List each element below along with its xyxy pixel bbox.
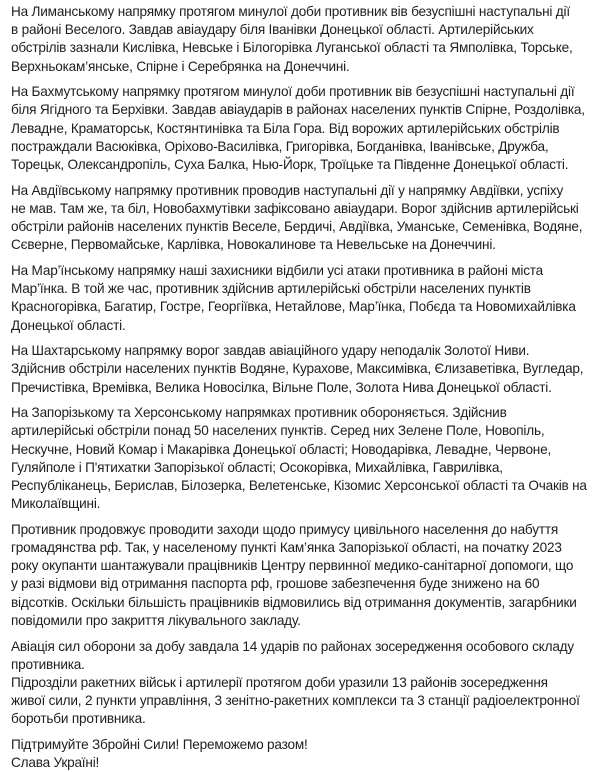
post-paragraph (11, 342, 606, 397)
paragraph-line: Республіканець, Берислав, Білозерка, Велетенське, Кізомис Херсонської області та Очаків на (11, 478, 587, 493)
paragraph-line: Пречистівка, Времівка, Велика Новосілка, Вільне Поле, Золота Нива Донецької області. (11, 379, 552, 395)
paragraph-line: обстрілів зазнали Кислівка, Невське і Білогорівка Луганської області та Ямполівка, Торське, (11, 40, 573, 56)
paragraph-line: На Шахтарському напрямку ворог завдав авіаційного удару неподалік Золотої Ниви. (11, 343, 530, 359)
paragraph-line: боротьби противника. (11, 711, 146, 727)
paragraph-line: Підтримуйте Збройні Сили! Переможемо разом! (11, 736, 308, 752)
paragraph-line: Донецької області. (11, 317, 126, 333)
paragraph-line: Мар’їнка. В той же час, противник здійснив артилерійські обстріли населених пунктів (11, 281, 531, 297)
paragraph-line: Підрозділи ракетних військ і артилерії протягом доби уразили 13 районів зосередження (11, 674, 548, 690)
paragraph-line: На Лиманському напрямку протягом минулої доби противник вів безуспішні наступальні дії (11, 4, 570, 19)
paragraph-line: Гуляйполе і П'ятихатки Запорізької області; Осокорівка, Михайлівка, Гаврилівка, (11, 459, 503, 475)
post-paragraph (11, 262, 606, 335)
paragraph-line: На Мар’їнському напрямку наші захисники відбили усі атаки противника в районі міста (11, 262, 544, 278)
paragraph-line: Авіація сил оборони за добу завдала 14 ударів по районах зосередження особового складу (11, 638, 575, 654)
paragraph-line: Красногорівка, Багатир, Гостре, Георгіївка, Нетайлове, Мар’їнка, Побєда та Новомихайлівка (11, 299, 576, 315)
paragraph-line: Здійснив обстріли населених пунктів Водяне, Курахове, Максимівка, Єлизаветівка, Вугледар, (11, 361, 584, 377)
paragraph-line: в районі Веселого. Завдав авіаудару біля Іванівки Донецької області. Артилерійських (11, 22, 534, 38)
paragraph-line: громадянства рф. Так, у населеному пункті Кам’янка Запорізької області, на початку 2023 (11, 540, 562, 556)
post-paragraph (11, 521, 606, 630)
paragraph-line: Верхньокам’янське, Спірне і Серебрянка на Донеччині. (11, 58, 350, 74)
paragraph-line: не мав. Там же, та біл, Новобахмутівки зафіксовано авіаудари. Ворог здійснив артилерійські (11, 200, 579, 216)
paragraph-line: Торецьк, Олександропіль, Суха Балка, Нью-Йорк, Троїцьке та Південне Донецької області. (11, 157, 569, 172)
paragraph-line: артилерійські обстріли понад 50 населених пунктів. Серед них Зелене Поле, Новопіль, (11, 423, 545, 439)
post-paragraph (11, 83, 606, 174)
paragraph-line: відсотків. Оскільки більшість працівників відмовились від отримання документів, загарбники (11, 594, 577, 610)
paragraph-line: Противник продовжує проводити заходи щодо примусу цивільного населення до набуття (11, 521, 559, 537)
paragraph-line: Миколаївщині. (11, 496, 101, 512)
paragraph-line: Нескучне, Новий Комар і Макарівка Донецької області; Новодарівка, Левадне, Червоне, (11, 441, 552, 457)
paragraph-line: біля Ягідного та Берхівки. Завдав авіаударів в районах населених пунктів Спірне, Роздолівка, (11, 102, 585, 118)
paragraph-line: На Авдіївському напрямку противник проводив наступальні дії у напрямку Авдіївки, успіху (11, 182, 564, 198)
paragraph-line: живої сили, 2 пункти управління, 3 зенітно-ракетних комплекси та 3 станції радіоелектронної (11, 693, 580, 709)
paragraph-line: Слава Україні! (11, 755, 100, 771)
paragraph-line: обстріли районів населених пунктів Веселе, Бердичі, Авдіївка, Уманське, Семенівка, Водяне, (11, 219, 583, 235)
paragraph-line: постраждали Васюківка, Оріхово-Василівка, Григорівка, Богданівка, Іванівське, Дружба, (11, 138, 549, 154)
post-paragraph (11, 3, 606, 76)
paragraph-line: На Бахмутському напрямку протягом минулої доби противник вів безуспішні наступальні дії (11, 84, 575, 100)
post-paragraph (11, 404, 606, 513)
paragraph-line: року окупанти шантажували працівників Центру первинної медико-санітарної допомоги, що (11, 558, 574, 574)
paragraph-line: повідомили про закриття лікувального закладу. (11, 612, 301, 628)
post-paragraph (11, 182, 606, 255)
paragraph-line: противника. (11, 656, 85, 672)
post-paragraph (11, 638, 606, 729)
paragraph-line: у разі відмови від отримання паспорта рф, грошове забезпечення буде знижено на 60 (11, 576, 540, 592)
paragraph-line: Сєверне, Первомайське, Карлівка, Новокалинове та Невельське на Донеччині. (11, 237, 496, 253)
post-paragraph (11, 736, 606, 772)
paragraph-line: На Запорізькому та Херсонському напрямках противник обороняється. Здійснив (11, 405, 507, 421)
paragraph-line: Левадне, Краматорськ, Костянтинівка та Біла Гора. Від ворожих артилерійських обстрілів (11, 120, 560, 136)
